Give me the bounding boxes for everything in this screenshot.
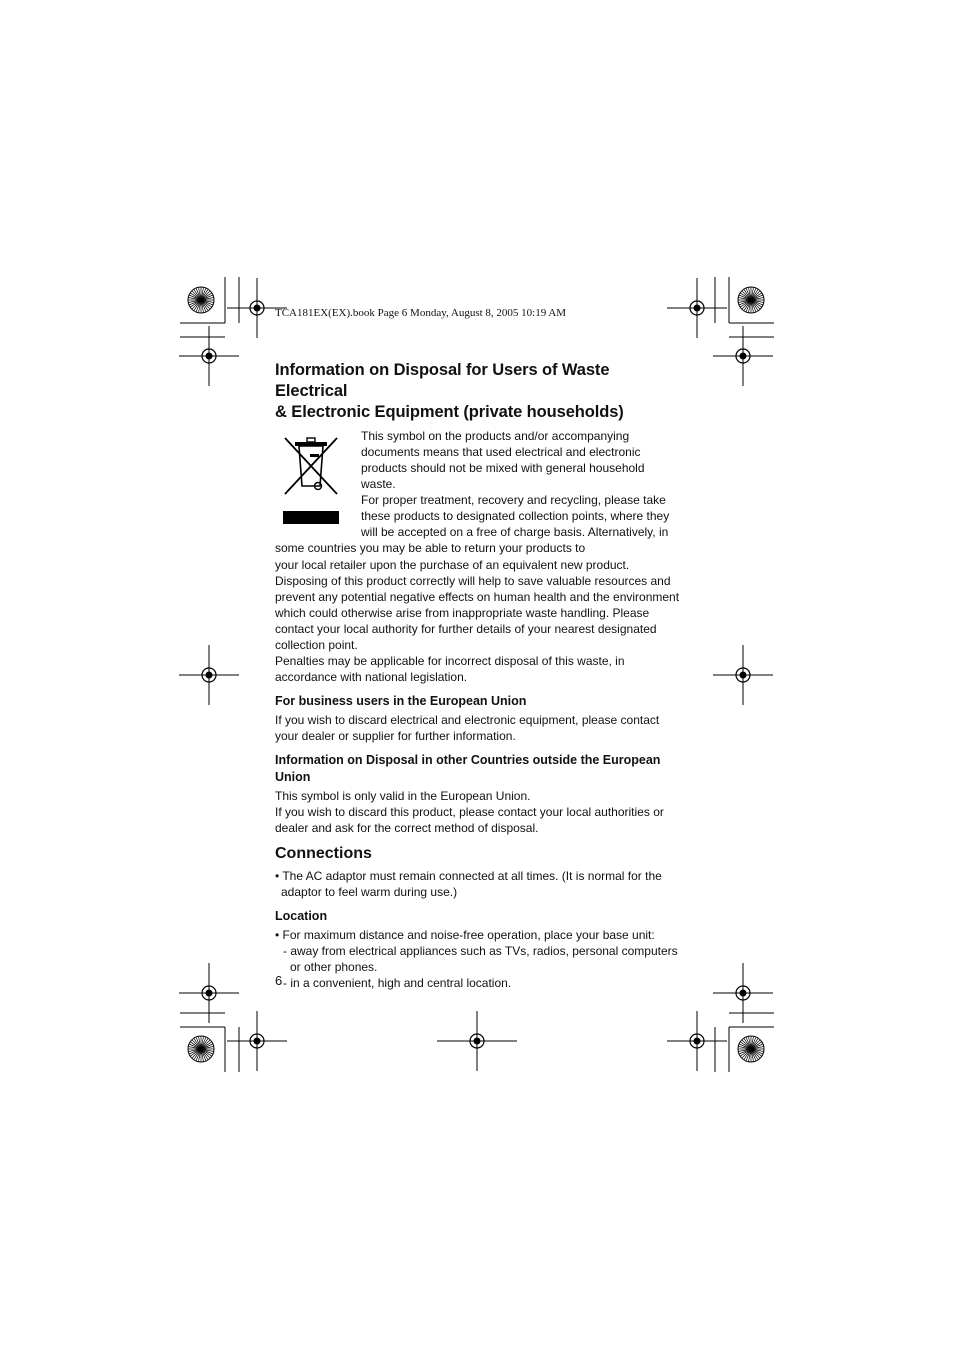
location-dash2: - in a convenient, high and central location. — [283, 976, 512, 990]
location-heading: Location — [275, 909, 328, 923]
outside-eu-heading-line2: Union — [275, 770, 311, 784]
intro-line: these products to designated collection points, where they — [361, 509, 670, 523]
intro-line: will be accepted on a free of charge basis. Alternatively, in — [361, 525, 669, 539]
body-line: contact your local authority for further details of your nearest designated — [275, 622, 657, 636]
page-number: 6 — [275, 973, 283, 988]
body-line: your local retailer upon the purchase of an equivalent new product. — [275, 558, 630, 572]
disposal-title — [275, 360, 681, 423]
intro-line: some countries you may be able to return your products to — [275, 541, 586, 555]
body-line: accordance with national legislation. — [275, 670, 468, 684]
disposal-title-line1: Information on Disposal for Users of Waste Electrical — [275, 361, 610, 400]
page-content — [275, 360, 681, 991]
connections-heading: Connections — [275, 845, 372, 862]
crossed-out-wheeled-bin-icon — [279, 432, 343, 528]
body-line: collection point. — [275, 638, 358, 652]
connections-section — [275, 844, 681, 900]
location-bullet: • For maximum distance and noise-free operation, place your base unit: — [275, 928, 655, 942]
business-line: If you wish to discard electrical and electronic equipment, please contact — [275, 713, 660, 727]
business-line: your dealer or supplier for further information. — [275, 729, 516, 743]
intro-line: This symbol on the products and/or accompanying — [361, 429, 630, 443]
body-line: Disposing of this product correctly will help to save valuable resources and — [275, 574, 671, 588]
location-dash1-line1: - away from electrical appliances such as TVs, radios, personal computers — [283, 944, 678, 958]
connections-bullet-line2: adaptor to feel warm during use.) — [281, 885, 458, 899]
location-section — [275, 908, 681, 991]
outside-eu-heading — [275, 752, 681, 786]
connections-bullet-line1: • The AC adaptor must remain connected at all times. (It is normal for the — [275, 869, 662, 883]
location-dash1-line2: or other phones. — [290, 960, 378, 974]
body-line: Penalties may be applicable for incorrect disposal of this waste, in — [275, 654, 625, 668]
intro-line: documents means that used electrical and electronic — [361, 445, 641, 459]
weee-symbol-block — [275, 428, 681, 556]
body-line: prevent any potential negative effects on human health and the environment — [275, 590, 680, 604]
intro-line: For proper treatment, recovery and recycling, please take — [361, 493, 666, 507]
book-info-header: TCA181EX(EX).book Page 6 Monday, August 8, 2005 10:19 AM — [275, 307, 567, 319]
business-heading: For business users in the European Union — [275, 694, 527, 708]
intro-line: products should not be mixed with general household waste. — [361, 461, 645, 491]
outside-eu-line: If you wish to discard this product, please contact your local authorities or — [275, 805, 664, 819]
outside-eu-line: dealer and ask for the correct method of disposal. — [275, 821, 539, 835]
disposal-body — [275, 557, 681, 685]
business-section — [275, 693, 681, 744]
outside-eu-heading-line1: Information on Disposal in other Countries outside the European — [275, 753, 661, 767]
outside-eu-section — [275, 752, 681, 836]
outside-eu-line: This symbol is only valid in the European Union. — [275, 789, 531, 803]
body-line: which could otherwise arise from inappropriate waste handling. Please — [275, 606, 650, 620]
disposal-title-line2: & Electronic Equipment (private households) — [275, 403, 624, 421]
